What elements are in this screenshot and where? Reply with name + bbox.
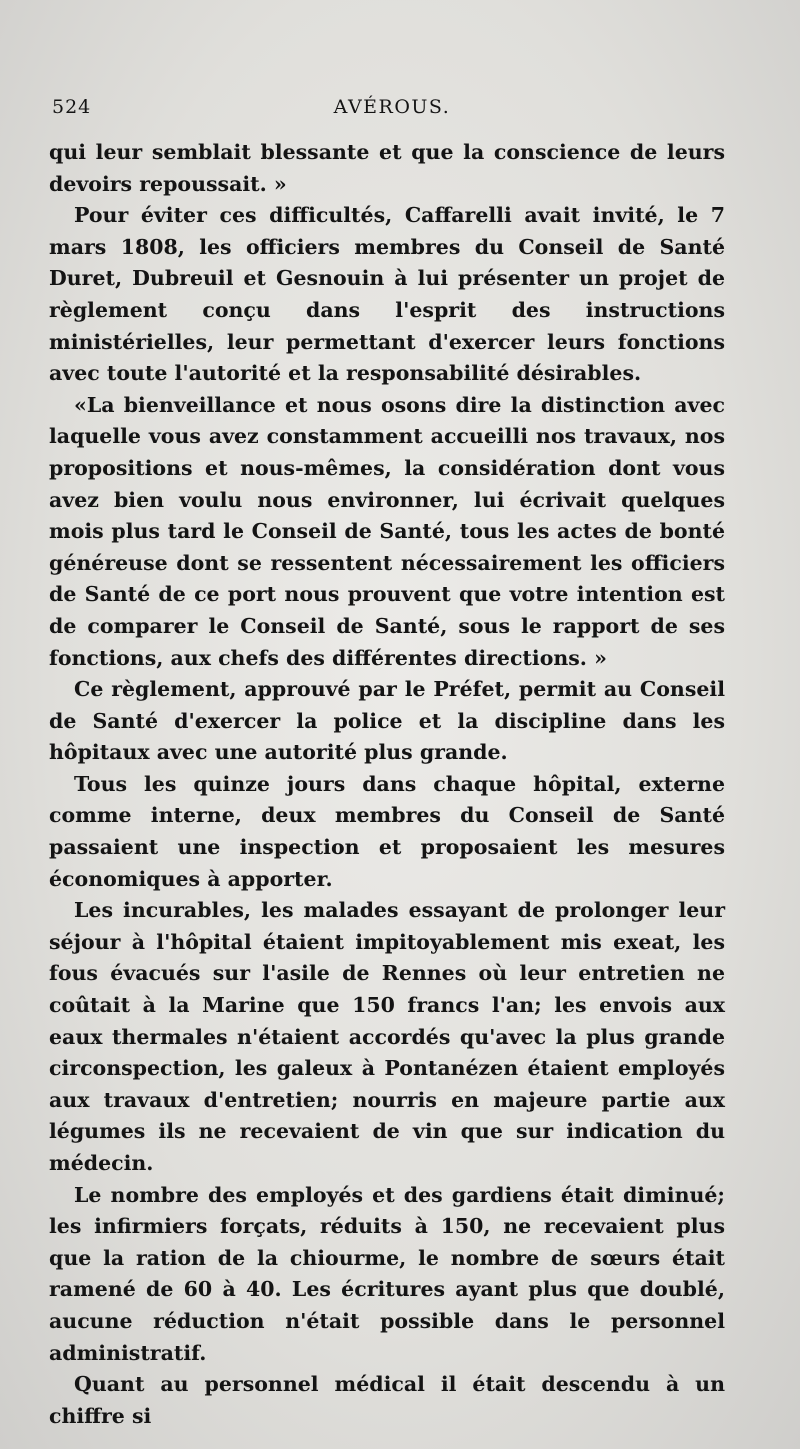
- paragraph: Les incurables, les malades essayant de prolonger leur séjour à l'hôpital étaient impitoyablement mis exeat, les fous évacués sur l'asile de Rennes où leur entretien ne coûtait à la Marine que 150 francs l'an; les envois aux eaux thermales n'étaient accordés qu'avec la plus grande circonspection, les galeux à Pontanézen étaient employés aux travaux d'entretien; nourris en majeure partie aux légumes ils ne recevaient de vin que sur indication du médecin.: [49, 898, 725, 1175]
- paragraph-quotation: «La bienveillance et nous osons dire la distinction avec laquelle vous avez constamment accueilli nos travaux, nos propositions et nous-mêmes, la considération dont vous avez bien voulu nous environner, lui écrivait quelques mois plus tard le Conseil de Santé, tous les actes de bonté généreuse dont se ressentent nécessairement les officiers de Santé de ce port nous prouvent que votre intention est de comparer le Conseil de Santé, sous le rapport de ses fonctions, aux chefs des différentes directions. »: [49, 392, 725, 670]
- page-header: [52, 96, 732, 126]
- paragraph-continuation: qui leur semblait blessante et que la conscience de leurs devoirs repoussait. »: [49, 140, 725, 196]
- paragraph: Tous les quinze jours dans chaque hôpital, externe comme interne, deux membres du Conseil de Santé passaient une inspection et proposaient les mesures économiques à apporter.: [49, 771, 725, 891]
- paragraph-last: Quant au personnel médical il était descendu à un chiffre si: [49, 1372, 725, 1428]
- body-text: [49, 137, 725, 1432]
- paragraph: Ce règlement, approuvé par le Préfet, permit au Conseil de Santé d'exercer la police et la discipline dans les hôpitaux avec une autorité plus grande.: [49, 677, 725, 765]
- page-number: 524: [52, 96, 92, 118]
- running-title: AVÉROUS.: [333, 96, 451, 118]
- paragraph: Pour éviter ces difficultés, Caffarelli avait invité, le 7 mars 1808, les officiers membres du Conseil de Santé Duret, Dubreuil et Gesnouin à lui présenter un projet de règlement conçu dans l'esprit des instructions ministérielles, leur permettant d'exercer leurs fonctions avec toute l'autorité et la responsabilité désirables.: [49, 203, 725, 386]
- paragraph: Le nombre des employés et des gardiens était diminué; les infirmiers forçats, réduits à 150, ne recevaient plus que la ration de la chiourme, le nombre de sœurs était ramené de 60 à 40. Les écritures ayant plus que doublé, aucune réduction n'était possible dans le personnel administratif.: [49, 1182, 725, 1365]
